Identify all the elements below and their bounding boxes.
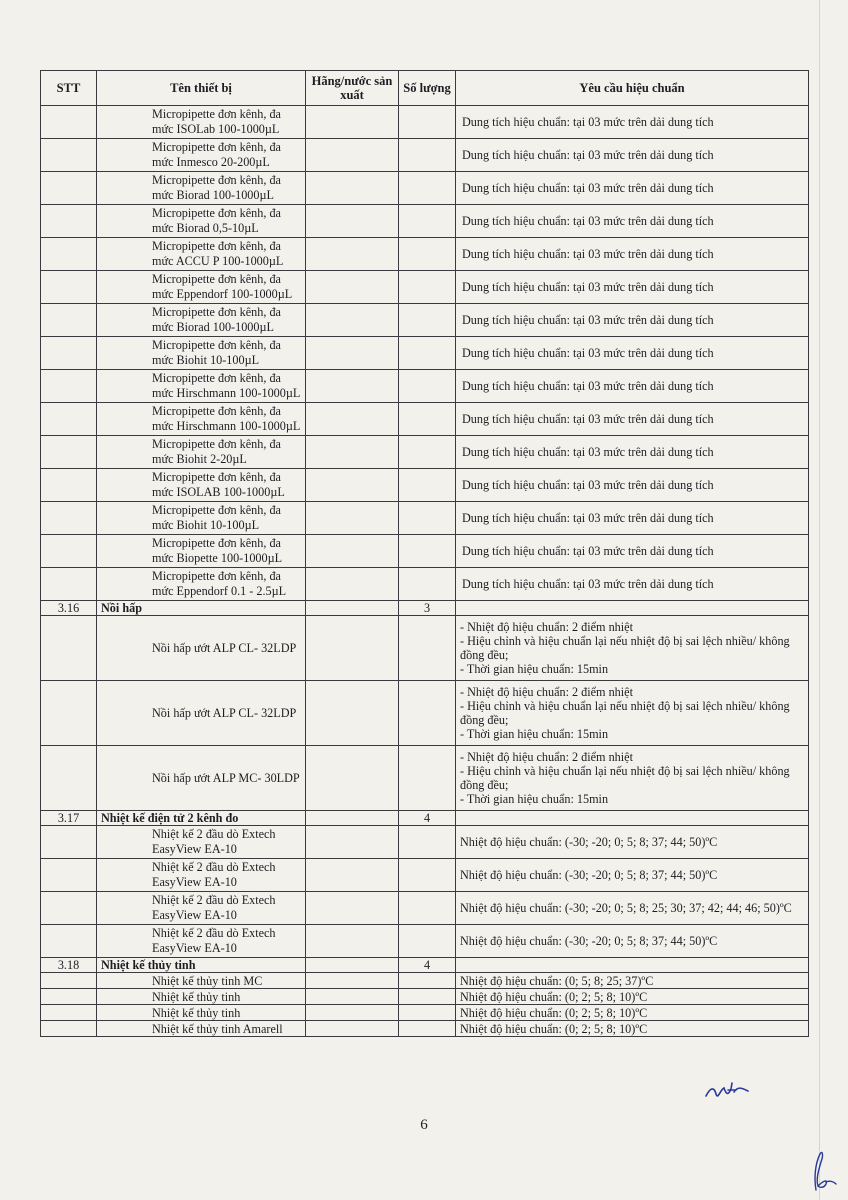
requirement: Nhiệt độ hiệu chuẩn: (-30; -20; 0; 5; 8; 37; 44; 50)ºC bbox=[456, 925, 809, 958]
requirement: Dung tích hiệu chuẩn: tại 03 mức trên dải dung tích bbox=[456, 535, 809, 568]
table-row bbox=[41, 403, 809, 436]
table-row bbox=[41, 370, 809, 403]
corner-signature-icon bbox=[806, 1148, 838, 1192]
table-row bbox=[41, 205, 809, 238]
table-row bbox=[41, 616, 809, 681]
section-quantity: 3 bbox=[399, 601, 456, 616]
device-name: Micropipette đơn kênh, đa mức ACCU P 100-1000µL bbox=[97, 238, 306, 271]
requirement-line: - Thời gian hiệu chuẩn: 15min bbox=[460, 792, 609, 806]
device-name: Nhiệt kế thủy tinh Amarell bbox=[97, 1021, 306, 1037]
requirement-line: - Thời gian hiệu chuẩn: 15min bbox=[460, 727, 609, 741]
page-edge-line bbox=[819, 0, 820, 1200]
page-number: 6 bbox=[420, 1117, 428, 1133]
device-name: Micropipette đơn kênh, đa mức ISOLab 100-1000µL bbox=[97, 106, 306, 139]
table-row bbox=[41, 925, 809, 958]
calibration-table bbox=[40, 70, 809, 1037]
requirement: Dung tích hiệu chuẩn: tại 03 mức trên dải dung tích bbox=[456, 436, 809, 469]
section-stt: 3.18 bbox=[41, 958, 97, 973]
requirement-line: - Nhiệt độ hiệu chuẩn: 2 điểm nhiệt bbox=[460, 750, 633, 764]
device-name: Micropipette đơn kênh, đa mức Biorad 100-1000µL bbox=[97, 172, 306, 205]
section-title: Nhiệt kế điện tử 2 kênh đo bbox=[97, 811, 306, 826]
table-row bbox=[41, 1005, 809, 1021]
table-row bbox=[41, 271, 809, 304]
section-title: Nồi hấp bbox=[97, 601, 306, 616]
table-row bbox=[41, 337, 809, 370]
requirement: Dung tích hiệu chuẩn: tại 03 mức trên dải dung tích bbox=[456, 568, 809, 601]
table-row bbox=[41, 106, 809, 139]
requirement: Nhiệt độ hiệu chuẩn: (0; 2; 5; 8; 10)ºC bbox=[456, 1021, 809, 1037]
requirement: Nhiệt độ hiệu chuẩn: (0; 5; 8; 25; 37)ºC bbox=[456, 973, 809, 989]
requirement: Dung tích hiệu chuẩn: tại 03 mức trên dải dung tích bbox=[456, 205, 809, 238]
device-name: Micropipette đơn kênh, đa mức Biohit 10-100µL bbox=[97, 502, 306, 535]
requirement: Dung tích hiệu chuẩn: tại 03 mức trên dải dung tích bbox=[456, 139, 809, 172]
header-stt: STT bbox=[41, 71, 97, 106]
section-row-3-16 bbox=[41, 601, 809, 616]
section-stt: 3.16 bbox=[41, 601, 97, 616]
header-requirement: Yêu cầu hiệu chuẩn bbox=[456, 71, 809, 106]
section-row-3-17 bbox=[41, 811, 809, 826]
table-header-row bbox=[41, 71, 809, 106]
device-name: Nhiệt kế 2 đầu dò Extech EasyView EA-10 bbox=[97, 859, 306, 892]
device-name: Micropipette đơn kênh, đa mức Inmesco 20-200µL bbox=[97, 139, 306, 172]
header-device-name: Tên thiết bị bbox=[97, 71, 306, 106]
requirement-line: - Thời gian hiệu chuẩn: 15min bbox=[460, 662, 609, 676]
requirement-line: - Hiệu chỉnh và hiệu chuẩn lại nếu nhiệt độ bị sai lệch nhiều/ không đồng đều; bbox=[460, 699, 790, 727]
device-name: Micropipette đơn kênh, đa mức Biohit 2-20µL bbox=[97, 436, 306, 469]
requirement: Nhiệt độ hiệu chuẩn: (-30; -20; 0; 5; 8; 37; 44; 50)ºC bbox=[456, 859, 809, 892]
requirement bbox=[456, 746, 809, 811]
requirement-line: - Hiệu chỉnh và hiệu chuẩn lại nếu nhiệt độ bị sai lệch nhiều/ không đồng đều; bbox=[460, 764, 790, 792]
section-stt: 3.17 bbox=[41, 811, 97, 826]
requirement: Nhiệt độ hiệu chuẩn: (-30; -20; 0; 5; 8; 37; 44; 50)ºC bbox=[456, 826, 809, 859]
requirement: Dung tích hiệu chuẩn: tại 03 mức trên dải dung tích bbox=[456, 238, 809, 271]
device-name: Nhiệt kế thủy tinh bbox=[97, 989, 306, 1005]
section-row-3-18 bbox=[41, 958, 809, 973]
device-name: Micropipette đơn kênh, đa mức ISOLAB 100-1000µL bbox=[97, 469, 306, 502]
section-title: Nhiệt kế thủy tinh bbox=[97, 958, 306, 973]
table-row bbox=[41, 139, 809, 172]
table-row bbox=[41, 172, 809, 205]
requirement: Dung tích hiệu chuẩn: tại 03 mức trên dải dung tích bbox=[456, 502, 809, 535]
requirement-line: - Hiệu chỉnh và hiệu chuẩn lại nếu nhiệt độ bị sai lệch nhiều/ không đồng đều; bbox=[460, 634, 790, 662]
requirement: Dung tích hiệu chuẩn: tại 03 mức trên dải dung tích bbox=[456, 304, 809, 337]
requirement bbox=[456, 616, 809, 681]
table-row bbox=[41, 1021, 809, 1037]
table-row bbox=[41, 568, 809, 601]
device-name: Micropipette đơn kênh, đa mức Biorad 100-1000µL bbox=[97, 304, 306, 337]
section-quantity: 4 bbox=[399, 811, 456, 826]
table-body bbox=[41, 106, 809, 1037]
table-row bbox=[41, 469, 809, 502]
device-name: Nhiệt kế thủy tinh MC bbox=[97, 973, 306, 989]
device-name: Micropipette đơn kênh, đa mức Hirschmann 100-1000µL bbox=[97, 403, 306, 436]
requirement: Dung tích hiệu chuẩn: tại 03 mức trên dải dung tích bbox=[456, 370, 809, 403]
table-row bbox=[41, 989, 809, 1005]
requirement: Nhiệt độ hiệu chuẩn: (-30; -20; 0; 5; 8; 25; 30; 37; 42; 44; 46; 50)ºC bbox=[456, 892, 809, 925]
table-row bbox=[41, 238, 809, 271]
device-name: Nhiệt kế thủy tinh bbox=[97, 1005, 306, 1021]
requirement bbox=[456, 681, 809, 746]
requirement: Dung tích hiệu chuẩn: tại 03 mức trên dải dung tích bbox=[456, 106, 809, 139]
table-row bbox=[41, 826, 809, 859]
device-name: Nồi hấp ướt ALP MC- 30LDP bbox=[97, 746, 306, 811]
device-name: Nhiệt kế 2 đầu dò Extech EasyView EA-10 bbox=[97, 826, 306, 859]
header-manufacturer: Hãng/nước sản xuất bbox=[306, 71, 399, 106]
table-row bbox=[41, 436, 809, 469]
table-row bbox=[41, 681, 809, 746]
device-name: Nồi hấp ướt ALP CL- 32LDP bbox=[97, 616, 306, 681]
requirement: Dung tích hiệu chuẩn: tại 03 mức trên dải dung tích bbox=[456, 271, 809, 304]
table-row bbox=[41, 304, 809, 337]
initial-signature-icon bbox=[704, 1080, 752, 1102]
device-name: Micropipette đơn kênh, đa mức Hirschmann 100-1000µL bbox=[97, 370, 306, 403]
requirement: Dung tích hiệu chuẩn: tại 03 mức trên dải dung tích bbox=[456, 172, 809, 205]
requirement: Dung tích hiệu chuẩn: tại 03 mức trên dải dung tích bbox=[456, 403, 809, 436]
requirement-line: - Nhiệt độ hiệu chuẩn: 2 điểm nhiệt bbox=[460, 620, 633, 634]
requirement: Dung tích hiệu chuẩn: tại 03 mức trên dải dung tích bbox=[456, 337, 809, 370]
table-row bbox=[41, 535, 809, 568]
table-row bbox=[41, 973, 809, 989]
header-quantity: Số lượng bbox=[399, 71, 456, 106]
device-name: Nồi hấp ướt ALP CL- 32LDP bbox=[97, 681, 306, 746]
requirement: Dung tích hiệu chuẩn: tại 03 mức trên dải dung tích bbox=[456, 469, 809, 502]
device-name: Micropipette đơn kênh, đa mức Eppendorf 100-1000µL bbox=[97, 271, 306, 304]
device-name: Micropipette đơn kênh, đa mức Eppendorf 0.1 - 2.5µL bbox=[97, 568, 306, 601]
requirement-line: - Nhiệt độ hiệu chuẩn: 2 điểm nhiệt bbox=[460, 685, 633, 699]
requirement: Nhiệt độ hiệu chuẩn: (0; 2; 5; 8; 10)ºC bbox=[456, 1005, 809, 1021]
device-name: Nhiệt kế 2 đầu dò Extech EasyView EA-10 bbox=[97, 925, 306, 958]
device-name: Nhiệt kế 2 đầu dò Extech EasyView EA-10 bbox=[97, 892, 306, 925]
section-quantity: 4 bbox=[399, 958, 456, 973]
device-name: Micropipette đơn kênh, đa mức Biorad 0,5-10µL bbox=[97, 205, 306, 238]
device-name: Micropipette đơn kênh, đa mức Biopette 100-1000µL bbox=[97, 535, 306, 568]
device-name: Micropipette đơn kênh, đa mức Biohit 10-100µL bbox=[97, 337, 306, 370]
table-row bbox=[41, 859, 809, 892]
requirement: Nhiệt độ hiệu chuẩn: (0; 2; 5; 8; 10)ºC bbox=[456, 989, 809, 1005]
table-row bbox=[41, 746, 809, 811]
table-row bbox=[41, 892, 809, 925]
table-row bbox=[41, 502, 809, 535]
